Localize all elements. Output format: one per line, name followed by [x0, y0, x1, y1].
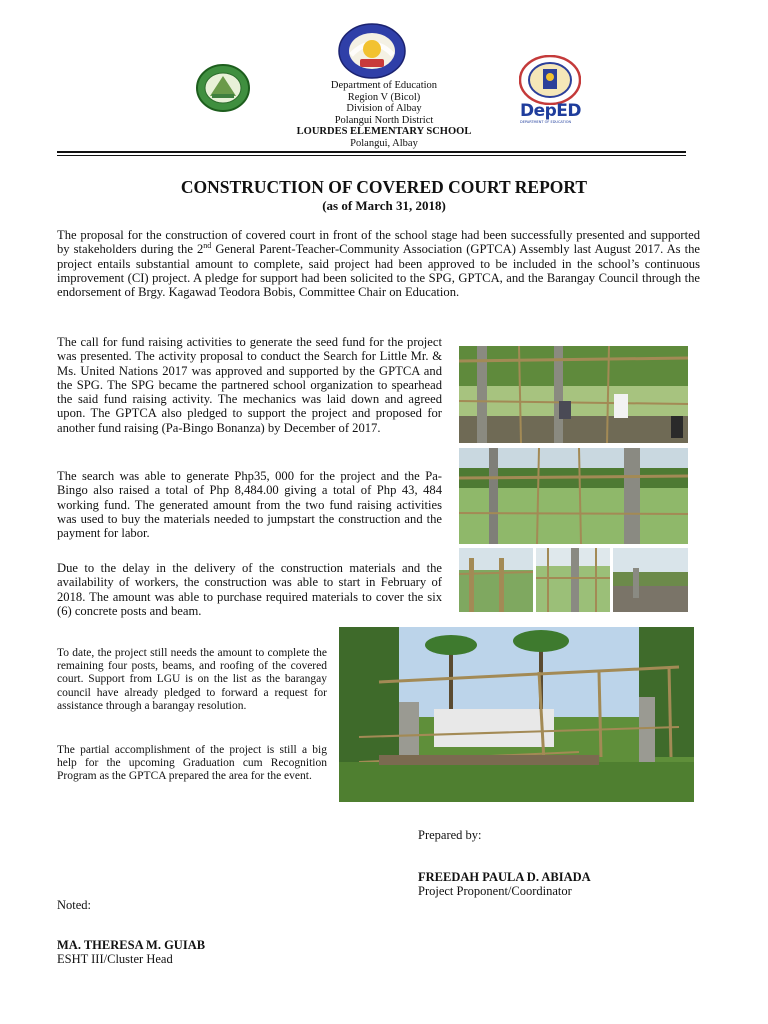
noted-by-name: MA. THERESA M. GUIAB	[57, 938, 206, 952]
letterhead-line: Region V (Bicol)	[347, 91, 421, 103]
report-title: CONSTRUCTION OF COVERED COURT REPORT	[180, 177, 588, 197]
paragraph-fundraising: The call for fund raising activities to generate the seed fund for the project was presented. The activity proposal to conduct the Search for Little Mr. & Ms. United Nations 2017 was approved and supported by the GPTCA and the SPG. The SPG became the partnered school organization to spearhead the said fund raising activity. The mechanics was laid down and agreed upon. The GPTCA also pledged to support the project and proposed for another fund raising (Pa-Bingo Bonanza) by December of 2017.	[57, 335, 442, 435]
construction-photo	[459, 346, 688, 443]
report-date: (as of March 31, 2018)	[322, 198, 446, 213]
construction-photo	[613, 548, 688, 612]
school-seal	[338, 23, 406, 79]
letterhead-line: Division of Albay	[346, 103, 422, 114]
deped-logo: DepED DEPARTMENT OF EDUCATION	[520, 101, 582, 124]
prepared-by-role: Project Proponent/Coordinator	[418, 884, 572, 898]
covered-court-photo	[339, 627, 694, 802]
paragraph-proposal: The proposal for the construction of covered court in front of the school stage had been successfully presented and supported by stakeholders during the 2nd General Parent-Teacher-Community Association (GPTCA) Assembly last August 2017. As the project entails substantial amount to complete, said project had been approved to be included in the school’s continuous improvement (CI) project. A pledge for support had been solicited to the SPG, GPTCA, and the Barangay Council through the endorsement of Brgy. Kagawad Teodora Bobis, Committee Chair on Education.	[57, 228, 701, 300]
noted-by-role: ESHT III/Cluster Head	[57, 952, 173, 966]
school-town: Polangui, Albay	[350, 137, 418, 149]
noted-by-block	[57, 898, 357, 966]
construction-photo	[459, 448, 688, 544]
prepared-by-name: FREEDAH PAULA D. ABIADA	[418, 870, 591, 884]
paragraph-funds-generated: The search was able to generate Php35, 000 for the project and the Pa-Bingo also raised a total of Php 8,484.00 giving a total of Php 43, 484 working fund. The generated amount from the two fund raising activities was used to buy the materials needed to jumpstart the construction and the payment for labor.	[57, 469, 442, 541]
noted-label: Noted:	[57, 898, 92, 912]
header-rule-thin	[57, 155, 686, 156]
letterhead-line: Polangui North District	[334, 114, 434, 126]
letterhead	[0, 80, 768, 149]
prepared-by-block	[418, 828, 718, 898]
header-rule	[57, 151, 686, 153]
letterhead-line: Department of Education	[330, 80, 438, 91]
paragraph-construction-start: Due to the delay in the delivery of the construction materials and the availability of workers, the construction was able to start in February of 2018. The amount was able to purchase required materials to cover the six (6) concrete posts and beam.	[57, 561, 442, 618]
school-name: LOURDES ELEMENTARY SCHOOL	[296, 126, 472, 137]
prepared-by-label: Prepared by:	[418, 828, 482, 842]
construction-photo	[459, 548, 533, 612]
paragraph-partial-accomplishment: The partial accomplishment of the project is still a big help for the upcoming Graduation cum Recognition Program as the GPTCA prepared the area for the event.	[57, 744, 327, 783]
construction-photo	[536, 548, 610, 612]
paragraph-remaining-needs: To date, the project still needs the amount to complete the remaining four posts, beams, and roofing of the covered court. Support from LGU is on the list as the barangay council have already pledged to forward a request for assistance through a barangay resolution.	[57, 647, 327, 712]
